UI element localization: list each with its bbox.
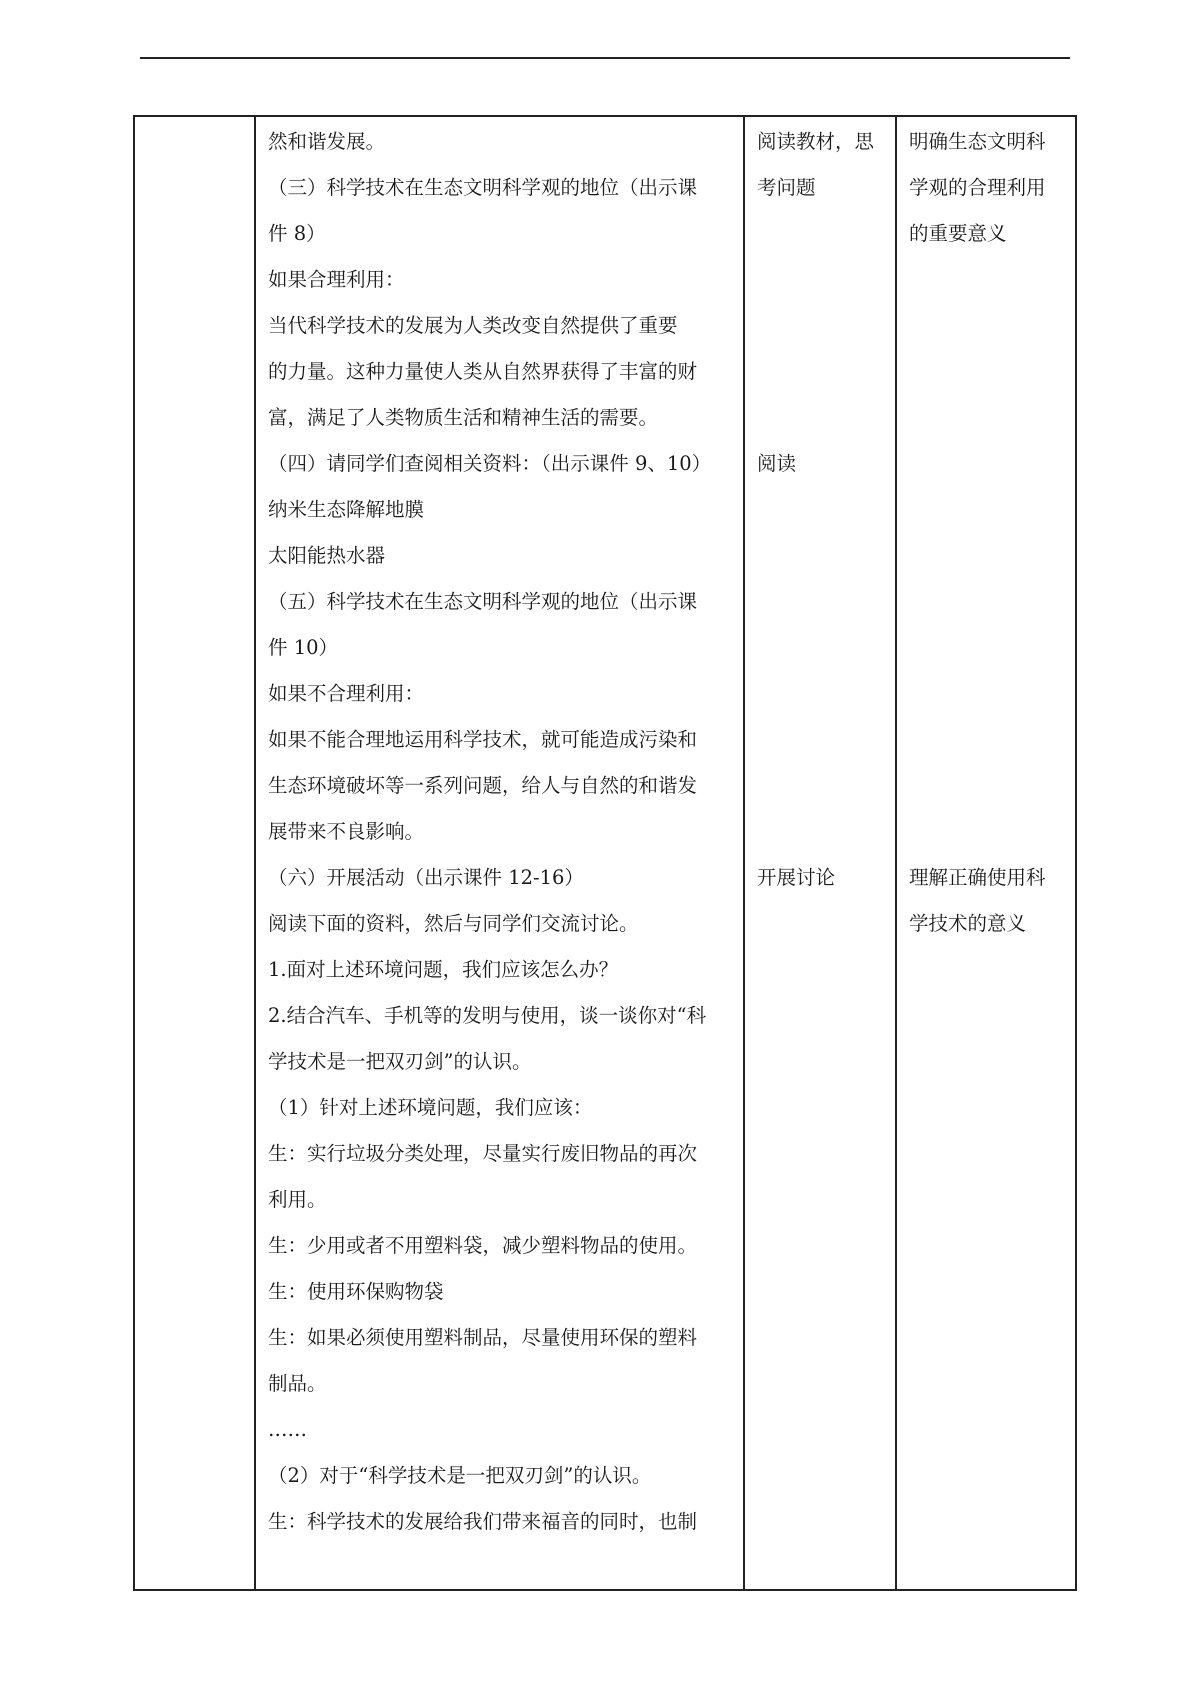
content-line: 富，满足了人类物质生活和精神生活的需要。	[268, 406, 659, 429]
content-line: 1.面对上述环境问题，我们应该怎么办？	[268, 958, 619, 981]
content-line: 然和谐发展。	[268, 130, 386, 153]
content-line: 阅读下面的资料，然后与同学们交流讨论。	[268, 912, 639, 935]
header-rule	[140, 57, 1070, 59]
content-line: 生：少用或者不用塑料袋，减少塑料物品的使用。	[268, 1234, 698, 1257]
activity-line: 开展讨论	[757, 866, 836, 889]
content-line: 2.结合汽车、手机等的发明与使用，谈一谈你对“科	[268, 1004, 707, 1027]
content-line: 的力量。这种力量使人类从自然界获得了丰富的财	[268, 360, 698, 383]
content-line: 纳米生态降解地膜	[268, 498, 425, 521]
design-intent-column	[897, 117, 1077, 1589]
content-line: 生：实行垃圾分类处理，尽量实行废旧物品的再次	[268, 1142, 698, 1165]
content-line: 生态环境破坏等一系列问题，给人与自然的和谐发	[268, 774, 698, 797]
content-line: （三）科学技术在生态文明科学观的地位（出示课	[268, 176, 698, 199]
content-line: （四）请同学们查阅相关资料：（出示课件 9、10）	[268, 452, 712, 475]
intent-line: 学观的合理利用	[909, 176, 1046, 199]
content-line: ……	[268, 1418, 307, 1441]
intent-line: 学技术的意义	[909, 912, 1027, 935]
intent-line: 理解正确使用科	[909, 866, 1046, 889]
content-line: 件 8）	[268, 222, 326, 245]
content-line: 展带来不良影响。	[268, 820, 425, 843]
content-line: （五）科学技术在生态文明科学观的地位（出示课	[268, 590, 698, 613]
stage-column	[135, 117, 256, 1589]
lesson-plan-table	[133, 115, 1077, 1591]
content-line: 生：如果必须使用塑料制品，尽量使用环保的塑料	[268, 1326, 698, 1349]
content-line: （六）开展活动（出示课件 12-16）	[268, 866, 584, 889]
teaching-content-column	[256, 117, 745, 1589]
content-line: 学技术是一把双刃剑”的认识。	[268, 1050, 532, 1073]
content-line: 太阳能热水器	[268, 544, 386, 567]
content-line: 如果不能合理地运用科学技术，就可能造成污染和	[268, 728, 698, 751]
content-line: 件 10）	[268, 636, 339, 659]
intent-line: 明确生态文明科	[909, 130, 1046, 153]
content-line: 生：使用环保购物袋	[268, 1280, 444, 1303]
activity-line: 阅读	[757, 452, 797, 475]
content-line: 制品。	[268, 1372, 327, 1395]
content-line: 利用。	[268, 1188, 327, 1211]
content-line: 当代科学技术的发展为人类改变自然提供了重要	[268, 314, 678, 337]
activity-line: 阅读教材，思	[757, 130, 875, 153]
activity-line: 考问题	[757, 176, 816, 199]
content-line: （1）针对上述环境问题，我们应该：	[268, 1096, 593, 1119]
student-activity-column	[745, 117, 897, 1589]
content-line: （2）对于“科学技术是一把双刃剑”的认识。	[268, 1464, 652, 1487]
content-line: 如果不合理利用：	[268, 682, 425, 705]
content-line: 生：科学技术的发展给我们带来福音的同时，也制	[268, 1510, 698, 1533]
content-line: 如果合理利用：	[268, 268, 405, 291]
intent-line: 的重要意义	[909, 222, 1007, 245]
